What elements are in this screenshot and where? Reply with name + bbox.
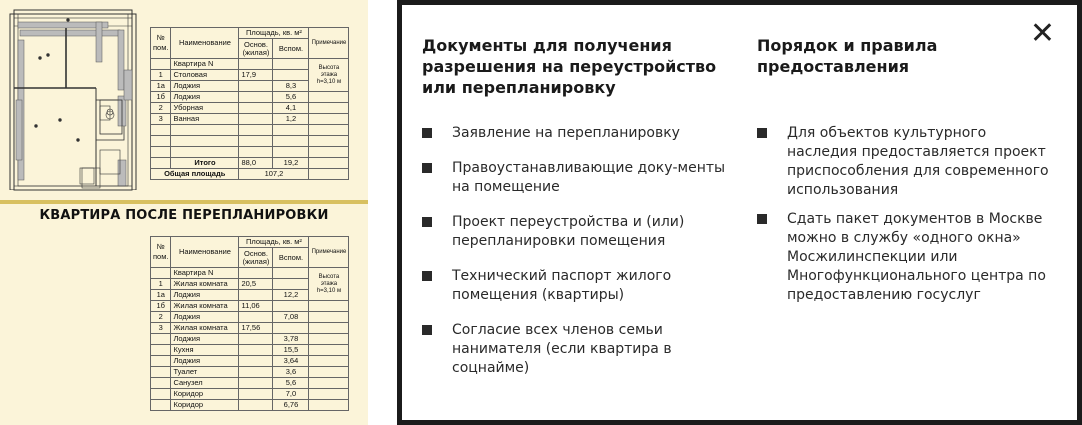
- table-row: 3 Жилая комната 17,56: [151, 323, 349, 334]
- documents-column: [422, 35, 747, 394]
- total-row: Итого 88,0 19,2: [151, 158, 349, 169]
- plan-drawing-after: [0, 0, 368, 190]
- table-row: 1а Лоджия 12,2: [151, 290, 349, 301]
- header-area: Площадь, кв. м²: [239, 237, 309, 248]
- table-row: 1 Жилая комната 20,5: [151, 279, 349, 290]
- table-row: Коридор 6,76: [151, 400, 349, 411]
- sheet-divider: [0, 200, 368, 204]
- table-row: Лоджия 3,64: [151, 356, 349, 367]
- table-row: 2 Лоджия 7,08: [151, 312, 349, 323]
- header-aux: Вспом.: [273, 248, 309, 268]
- header-main: Основ. (жилая): [239, 39, 273, 59]
- overall-row: Общая площадь 107,2: [151, 169, 349, 180]
- rules-column: [757, 35, 1057, 315]
- bullet-square-icon: [422, 325, 432, 335]
- documents-title: Документы для получения разрешения на переустройство или перепланировку: [422, 36, 717, 97]
- list-item: Правоустанавливающие доку-менты на помещение: [422, 159, 747, 197]
- list-item: Технический паспорт жилого помещения (квартиры): [422, 267, 747, 305]
- info-modal: [397, 0, 1082, 425]
- list-item: Согласие всех членов семьи нанимателя (если квартира в соцнайме): [422, 321, 747, 378]
- table-row: 1б Лоджия 5,6: [151, 92, 349, 103]
- note-cell: Высота этажа h=3,10 м: [309, 268, 349, 301]
- header-note: Примечание: [309, 237, 349, 268]
- list-item: Для объектов культурного наследия предоставляется проект приспособления для современного использования: [757, 124, 1057, 200]
- header-name: Наименование: [171, 28, 239, 59]
- spec-table-after: [150, 236, 349, 411]
- note-cell: Высота этажа h=3,10 м: [309, 59, 349, 92]
- table-row: 1а Лоджия 8,3: [151, 81, 349, 92]
- rules-title: Порядок и правила предоставления: [757, 36, 938, 76]
- header-aux: Вспом.: [273, 39, 309, 59]
- bullet-square-icon: [422, 128, 432, 138]
- bullet-square-icon: [422, 163, 432, 173]
- list-item: Сдать пакет документов в Москве можно в службу «одного окна» Мосжилинспекции или Многофункционального центра по предоставлению госуслуг: [757, 210, 1057, 305]
- after-title: КВАРТИРА ПОСЛЕ ПЕРЕПЛАНИРОВКИ: [39, 208, 329, 223]
- table-row: Коридор 7,0: [151, 389, 349, 400]
- table-row: 3 Ванная 1,2: [151, 114, 349, 125]
- header-num: № пом.: [151, 28, 171, 59]
- bullet-square-icon: [422, 271, 432, 281]
- table-row: Туалет 3,6: [151, 367, 349, 378]
- apartment-label: Квартира N: [171, 268, 239, 279]
- table-row: Кухня 15,5: [151, 345, 349, 356]
- modal-content: [402, 5, 1077, 420]
- header-note: Примечание: [309, 28, 349, 59]
- table-row: Санузел 5,6: [151, 378, 349, 389]
- rules-list: [757, 124, 1057, 305]
- bullet-square-icon: [422, 217, 432, 227]
- close-icon[interactable]: ✕: [1029, 16, 1055, 51]
- table-row: 2 Уборная 4,1: [151, 103, 349, 114]
- header-main: Основ. (жилая): [239, 248, 273, 268]
- documents-list: [422, 124, 747, 378]
- header-name: Наименование: [171, 237, 239, 268]
- apartment-label: Квартира N: [171, 59, 239, 70]
- table-row: 1 Столовая 17,9: [151, 70, 349, 81]
- header-area: Площадь, кв. м²: [239, 28, 309, 39]
- bullet-square-icon: [757, 214, 767, 224]
- floor-plan-sheet: [0, 0, 368, 425]
- table-row: 1б Жилая комната 11,06: [151, 301, 349, 312]
- list-item: Проект переустройства и (или) перепланировки помещения: [422, 213, 747, 251]
- header-num: № пом.: [151, 237, 171, 268]
- list-item: Заявление на перепланировку: [422, 124, 747, 143]
- table-row: Лоджия 3,78: [151, 334, 349, 345]
- bullet-square-icon: [757, 128, 767, 138]
